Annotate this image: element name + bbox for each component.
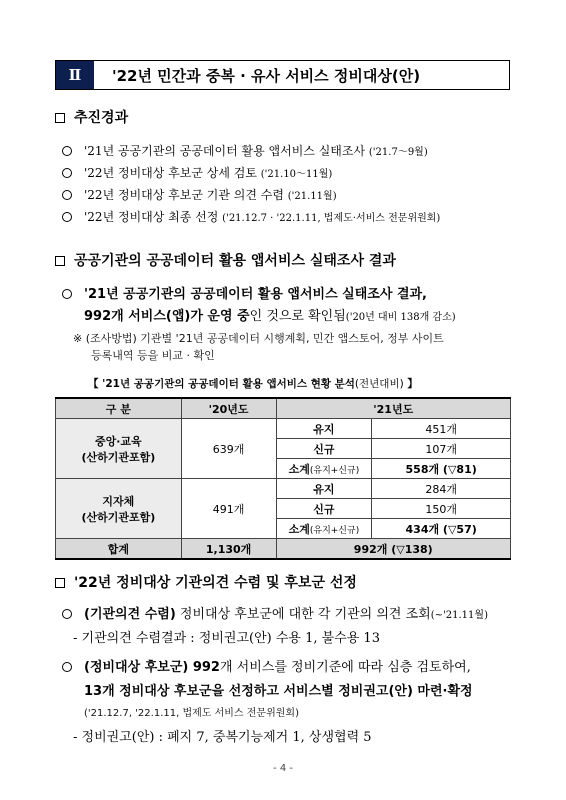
chapter-title: '22년 민간과 중복 · 유사 서비스 정비대상(안): [112, 66, 421, 85]
table-row: 소계(유지+신규) 558개 (▽81): [56, 459, 511, 479]
circle-bullet-icon: [62, 662, 72, 672]
list-item: '22년 정비대상 후보군 기관 의견 수렴 ('21.11월): [62, 186, 337, 203]
list-item: '21년 공공기관의 공공데이터 활용 앱서비스 실태조사 ('21.7～9월): [62, 142, 428, 159]
chapter-header: [55, 60, 510, 90]
table-total-row: 합계 1,130개 992개 (▽138): [56, 539, 511, 560]
circle-bullet-icon: [62, 212, 72, 222]
chapter-number: Ⅱ: [56, 61, 94, 89]
table-header-row: 구 분 '20년도 '21년도: [56, 398, 511, 419]
survey-result-line2: 992개 서비스(앱)가 운영 중인 것으로 확인됨('20년 대비 138개 감소): [84, 309, 456, 324]
opinion-result-line: - 기관의견 수렴결과 : 정비권고(안) 수용 1, 불수용 13: [73, 631, 380, 646]
table-row: 지자체 (산하기관포함) 491개 유지 284개: [56, 479, 511, 499]
square-bullet-icon: [55, 256, 65, 266]
list-item: '22년 정비대상 후보군 상세 검토 ('21.10～11월): [62, 164, 332, 181]
square-bullet-icon: [55, 578, 65, 588]
section-title-progress: 추진경과: [55, 107, 128, 127]
recommendation-line: - 정비권고(안) : 폐지 7, 중복기능제거 1, 상생협력 5: [73, 730, 372, 745]
table-row: 신규 107개: [56, 439, 511, 459]
section-title-survey: 공공기관의 공공데이터 활용 앱서비스 실태조사 결과: [55, 250, 396, 270]
circle-bullet-icon: [62, 190, 72, 200]
candidate-note: ('21.12.7, '22.1.11, 법제도 서비스 전문위원회): [84, 708, 299, 719]
candidate-line: (정비대상 후보군) 992개 서비스를 정비기준에 따라 심층 검토하여,: [62, 656, 471, 675]
table-row: 중앙·교육 (산하기관포함) 639개 유지 451개: [56, 419, 511, 439]
section-title-candidates: '22년 정비대상 기관의견 수렴 및 후보군 선정: [55, 572, 357, 592]
table-caption: 【 '21년 공공기관의 공공데이터 활용 앱서비스 현황 분석(전년대비) 】: [88, 378, 418, 390]
circle-bullet-icon: [62, 146, 72, 156]
survey-method-note: ※ (조사방법) 기관별 '21년 공공데이터 시행계획, 민간 앱스토어, 정부 사이트: [73, 332, 444, 345]
opinion-collection-line: (기관의견 수렴) 정비대상 후보군에 대한 각 기관의 의견 조회(~'21.11월): [62, 603, 488, 622]
table-row: 신규 150개: [56, 499, 511, 519]
table-row: 소계(유지+신규) 434개 (▽57): [56, 519, 511, 539]
app-service-status-table: [55, 397, 511, 560]
survey-result-line: '21년 공공기관의 공공데이터 활용 앱서비스 실태조사 결과,: [62, 283, 427, 302]
circle-bullet-icon: [62, 289, 72, 299]
survey-method-note-2: 등록내역 등을 비교 · 확인: [91, 349, 215, 362]
list-item: '22년 정비대상 최종 선정 ('21.12.7 · '22.1.11, 법제도·서비스 전문위원회): [62, 208, 440, 225]
page-number: - 4 -: [273, 763, 293, 774]
candidate-line2: 13개 정비대상 후보군을 선정하고 서비스별 정비권고(안) 마련·확정: [84, 684, 473, 699]
square-bullet-icon: [55, 113, 65, 123]
circle-bullet-icon: [62, 609, 72, 619]
circle-bullet-icon: [62, 168, 72, 178]
